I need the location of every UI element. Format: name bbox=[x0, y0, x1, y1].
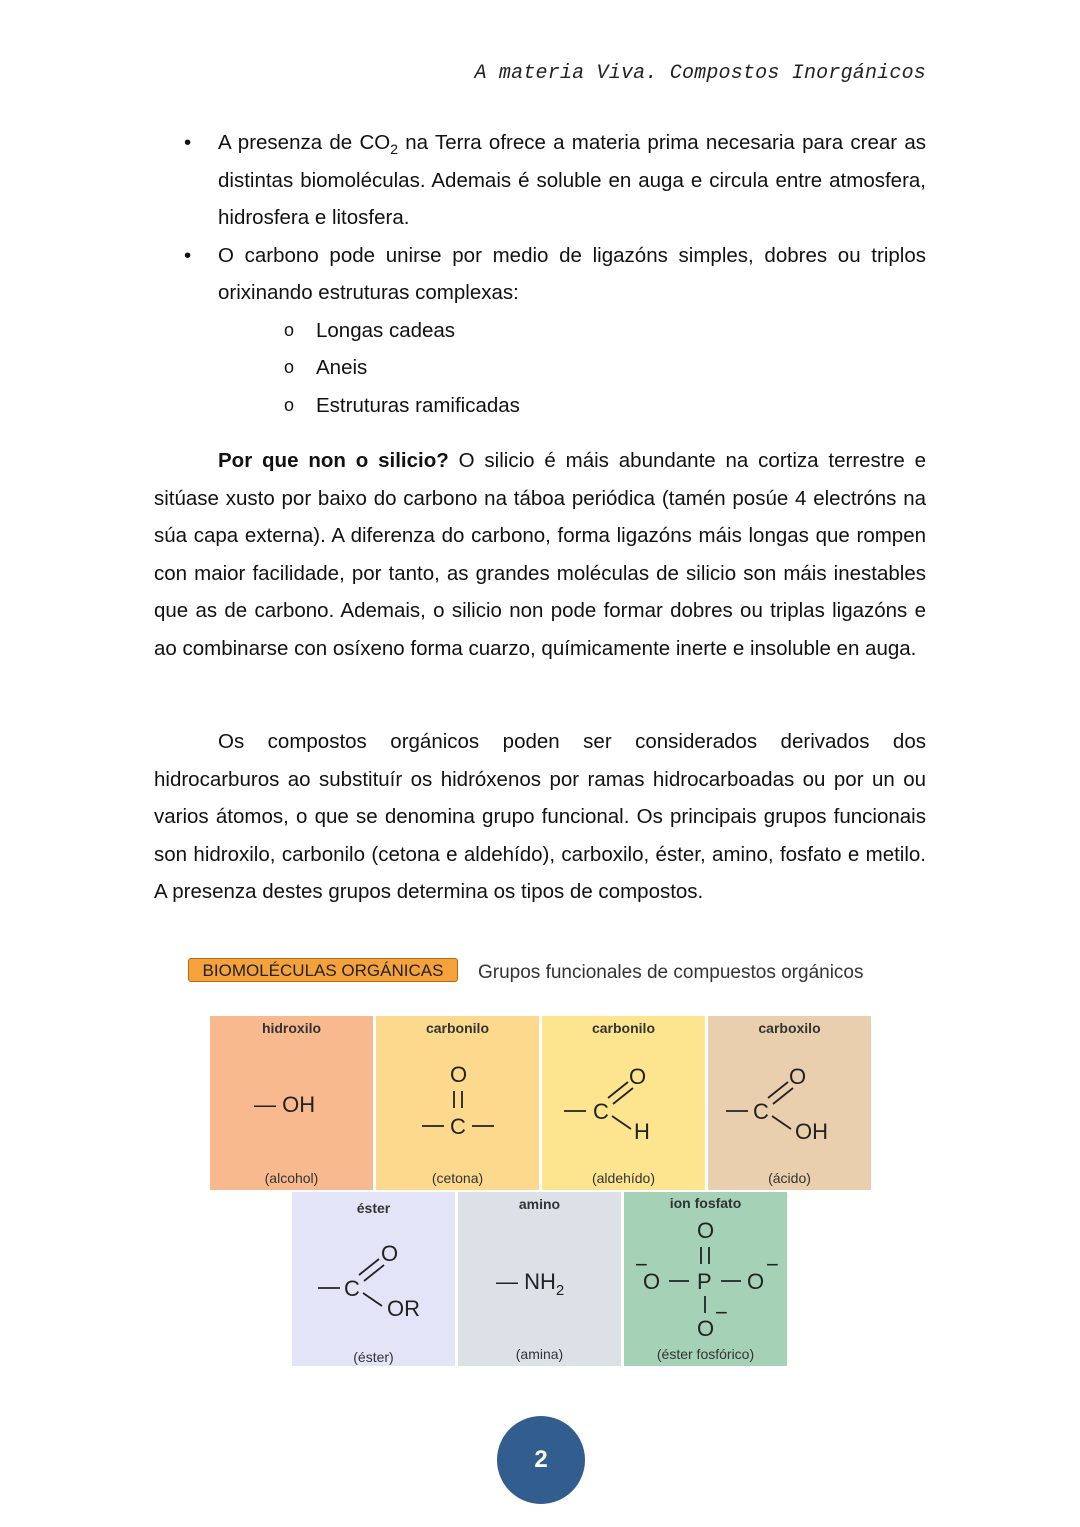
svg-text:C: C bbox=[344, 1276, 360, 1301]
amino-structure bbox=[458, 1192, 621, 1366]
svg-text:O: O bbox=[697, 1218, 715, 1243]
group-name: amino bbox=[518, 1196, 561, 1212]
figure-title: Grupos funcionales de compuestos orgánicos bbox=[478, 962, 864, 983]
bullet-marker: • bbox=[184, 243, 192, 267]
svg-text:C: C bbox=[593, 1099, 609, 1124]
svg-text:O: O bbox=[450, 1062, 468, 1087]
group-name: carboxilo bbox=[758, 1020, 821, 1036]
group-cell-hidroxilo bbox=[210, 1016, 373, 1190]
svg-text:O: O bbox=[629, 1064, 647, 1089]
group-cell-carbonilo-cetona bbox=[376, 1016, 539, 1190]
svg-text:C: C bbox=[753, 1099, 769, 1124]
group-caption: (aldehído) bbox=[591, 1170, 656, 1186]
group-caption: (éster) bbox=[353, 1349, 394, 1365]
svg-text:P: P bbox=[697, 1269, 712, 1294]
svg-text:O: O bbox=[643, 1269, 661, 1294]
aldehyde-structure bbox=[542, 1016, 705, 1190]
sub-list-item: o Aneis bbox=[284, 356, 368, 379]
svg-text:O: O bbox=[381, 1241, 399, 1266]
bullet-item bbox=[154, 237, 926, 312]
bullet-text: O carbono pode unirse por medio de ligazóns simples, dobres ou triplos orixinando estruturas complexas: bbox=[218, 243, 926, 304]
svg-text:−: − bbox=[715, 1300, 728, 1325]
group-name: hidroxilo bbox=[261, 1020, 322, 1036]
bullet-list bbox=[154, 124, 926, 424]
group-cell-amino bbox=[458, 1192, 621, 1366]
svg-text:C: C bbox=[450, 1114, 466, 1139]
sub-list-item: o Estruturas ramificadas bbox=[284, 393, 520, 417]
group-caption: (alcohol) bbox=[264, 1170, 319, 1186]
svg-text:OH: OH bbox=[795, 1119, 828, 1144]
group-name: éster bbox=[356, 1200, 391, 1216]
svg-text:— OH: — OH bbox=[254, 1092, 316, 1117]
bullet-marker: • bbox=[184, 131, 192, 154]
phosphate-structure bbox=[624, 1192, 787, 1366]
svg-text:OR: OR bbox=[387, 1296, 420, 1321]
figure-tag: BIOMOLÉCULAS ORGÁNICAS bbox=[188, 958, 458, 982]
group-caption: (amina) bbox=[515, 1346, 564, 1362]
group-caption: (éster fosfórico) bbox=[656, 1346, 755, 1362]
group-name: carbonilo bbox=[591, 1020, 655, 1036]
carboxyl-structure bbox=[708, 1016, 871, 1190]
sub-list-item: o Longas cadeas bbox=[284, 318, 456, 342]
paragraph-functional-groups: Os compostos orgánicos poden ser considerados derivados dos hidrocarburos ao substituír os hidróxenos por ramas hidrocarboadas ou por un ou varios átomos, o que se denomina grupo funcional. Os principais grupos funcionais son hidroxilo, carbonilo (cetona e aldehído), carboxilo, éster, amino, fosfato e metilo. A presenza destes grupos determina os tipos de compostos. bbox=[154, 730, 926, 903]
group-caption: (ácido) bbox=[768, 1170, 811, 1186]
ketone-structure bbox=[376, 1016, 539, 1190]
group-cell-carboxilo bbox=[708, 1016, 871, 1190]
group-caption: (cetona) bbox=[431, 1170, 484, 1186]
svg-text:O: O bbox=[747, 1269, 765, 1294]
bullet-item bbox=[154, 124, 926, 237]
hydroxyl-structure bbox=[210, 1016, 373, 1190]
paragraph-silicon: Por que non o silicio? O silicio é máis abundante na cortiza terrestre e sitúase xusto por baixo do carbono na táboa periódica (tamén posúe 4 electróns na súa capa externa). A diferenza do carbono, forma ligazóns máis longas que rompen con maior facilidade, por tanto, as grandes moléculas de silicio son máis inestables que as de carbono. Ademais, o silicio non pode formar dobres ou triplas ligazóns e ao combinarse con osíxeno forma cuarzo, químicamente inerte e insoluble en auga. bbox=[154, 449, 926, 660]
group-name: ion fosfato bbox=[669, 1195, 742, 1211]
page-number-badge: 2 bbox=[497, 1416, 585, 1504]
running-header: A materia Viva. Compostos Inorgánicos bbox=[474, 62, 926, 85]
group-cell-ion-fosfato bbox=[624, 1192, 787, 1366]
svg-text:−: − bbox=[635, 1252, 648, 1277]
svg-text:— NH2: — $NH_2$ bbox=[496, 1269, 565, 1299]
group-name: carbonilo bbox=[425, 1020, 489, 1036]
svg-text:−: − bbox=[766, 1252, 779, 1277]
svg-text:O: O bbox=[697, 1316, 715, 1341]
group-cell-ester bbox=[292, 1192, 455, 1366]
svg-text:O: O bbox=[789, 1064, 807, 1089]
bullet-text: A presenza de $CO_2$ na Terra ofrece a materia prima necesaria para crear as distintas biomoléculas. Ademais é soluble en auga e circula entre atmosfera, hidrosfera e litosfera. bbox=[218, 131, 926, 229]
group-cell-carbonilo-aldehido bbox=[542, 1016, 705, 1190]
svg-text:H: H bbox=[634, 1119, 650, 1144]
ester-structure bbox=[292, 1192, 455, 1366]
